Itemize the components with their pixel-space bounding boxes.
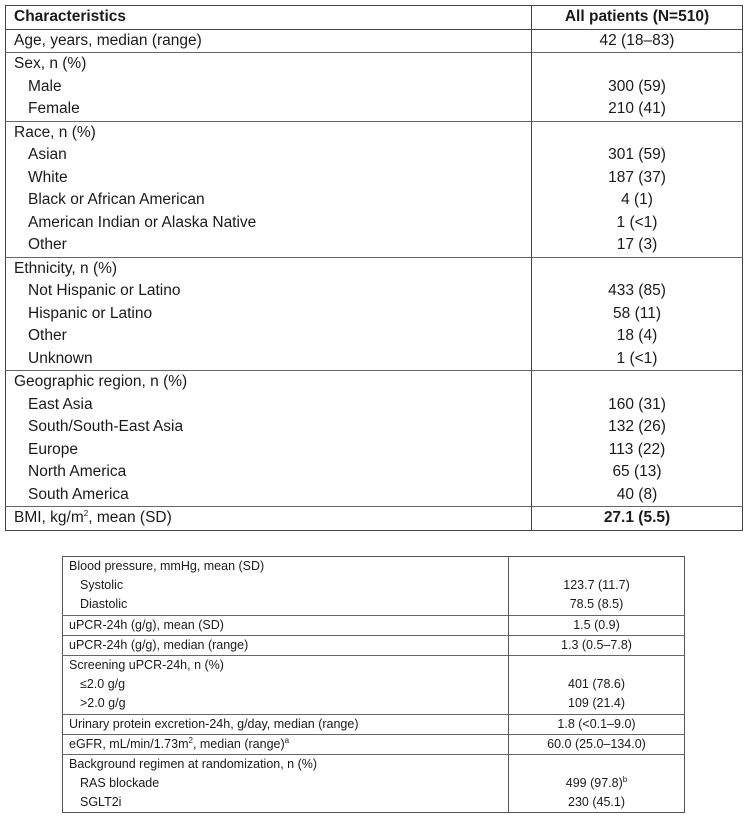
row-label: Other — [6, 234, 532, 257]
row-value — [509, 734, 685, 754]
row-value: 132 (26) — [608, 418, 666, 435]
table-row — [63, 675, 685, 694]
table-row — [63, 714, 685, 734]
row-label: East Asia — [6, 394, 532, 417]
row-label: Systolic — [63, 576, 509, 595]
row-value: 210 (41) — [608, 100, 666, 117]
row-label — [63, 774, 509, 793]
ras-blockade-value: 499 (97.8) — [565, 776, 623, 791]
table-row — [63, 615, 685, 635]
row-label: Diastolic — [63, 595, 509, 615]
table-row — [6, 257, 743, 280]
row-value: 65 (13) — [612, 463, 662, 480]
bmi-label-text: BMI, kg/m — [14, 509, 84, 526]
row-label: Urinary protein excretion-24h, g/day, median (range) — [63, 714, 509, 734]
demographics-table — [5, 5, 743, 531]
bmi-label-suffix: , mean (SD) — [88, 509, 172, 526]
table-row — [6, 439, 743, 462]
row-label — [63, 754, 509, 774]
egfr-label-text: eGFR, mL/min/1.73m — [69, 736, 189, 751]
egfr-footnote-a: a — [284, 735, 290, 745]
row-label: Male — [6, 76, 532, 99]
table-row — [6, 121, 743, 144]
egfr-label-suffix: , median (range) — [192, 736, 285, 751]
row-value: 42 (18–83) — [532, 29, 743, 53]
row-value: 401 (78.6) — [568, 677, 625, 692]
row-value — [532, 371, 743, 394]
row-label: Not Hispanic or Latino — [6, 280, 532, 303]
row-label: Screening uPCR-24h, n (%) — [63, 655, 509, 675]
row-label: Sex, n (%) — [6, 53, 532, 76]
background-regimen-label: Background regimen at randomization, n (%) — [69, 756, 318, 771]
table-row — [63, 694, 685, 714]
row-value — [509, 557, 685, 577]
row-value: 123.7 (11.7) — [563, 578, 630, 593]
sglt2i-value: 230 (45.1) — [568, 795, 625, 810]
table-row — [6, 325, 743, 348]
row-label: Ethnicity, n (%) — [6, 257, 532, 280]
table-row — [63, 754, 685, 774]
row-label — [63, 734, 509, 754]
row-label: American Indian or Alaska Native — [6, 212, 532, 235]
table-row — [6, 416, 743, 439]
table-row — [6, 303, 743, 326]
table-row — [6, 53, 743, 76]
row-label — [6, 507, 532, 531]
row-value: 433 (85) — [608, 282, 666, 299]
sglt2i-label: SGLT2i — [80, 795, 122, 810]
table-row — [63, 655, 685, 675]
row-label: Blood pressure, mmHg, mean (SD) — [63, 557, 509, 577]
table-row — [6, 394, 743, 417]
row-label: ≤2.0 g/g — [63, 675, 509, 694]
row-value — [509, 754, 685, 774]
ras-footnote-b: b — [622, 775, 628, 784]
row-value: 18 (4) — [616, 327, 658, 344]
table-row — [63, 774, 685, 793]
row-value: 300 (59) — [608, 77, 666, 95]
row-label: Other — [6, 325, 532, 348]
table-row — [6, 234, 743, 257]
row-label: South America — [6, 484, 532, 507]
row-value — [509, 655, 685, 675]
row-value: 78.5 (8.5) — [569, 597, 624, 612]
row-value: 160 (31) — [608, 395, 666, 413]
row-value: 58 (11) — [613, 304, 661, 322]
row-label: uPCR-24h (g/g), median (range) — [63, 635, 509, 655]
row-label: South/South-East Asia — [6, 416, 532, 439]
row-label: Asian — [6, 144, 532, 167]
row-label: Black or African American — [6, 189, 532, 212]
row-label: uPCR-24h (g/g), mean (SD) — [63, 615, 509, 635]
header-characteristics: Characteristics — [6, 6, 532, 30]
row-label: White — [6, 167, 532, 190]
table-row — [6, 144, 743, 167]
row-value: 4 (1) — [621, 191, 653, 208]
ras-blockade-label: RAS blockade — [80, 776, 160, 791]
row-value — [509, 774, 685, 793]
table-row — [63, 595, 685, 615]
egfr-value: 60.0 (25.0–134.0) — [547, 736, 646, 751]
row-label: Race, n (%) — [6, 121, 532, 144]
table-row — [63, 557, 685, 577]
table-row — [6, 167, 743, 190]
row-value: 40 (8) — [616, 485, 658, 503]
row-value: 1.8 (<0.1–9.0) — [509, 714, 685, 734]
row-value: 187 (37) — [608, 168, 666, 186]
table-row — [63, 635, 685, 655]
table-row — [6, 29, 743, 53]
header-all-patients: All patients (N=510) — [532, 6, 743, 30]
row-value: 27.1 (5.5) — [532, 507, 743, 531]
row-value: 109 (21.4) — [568, 696, 625, 711]
table-row — [63, 734, 685, 754]
row-value — [509, 793, 685, 813]
row-value — [532, 53, 743, 76]
row-value: 17 (3) — [616, 236, 658, 253]
table-row — [6, 461, 743, 484]
row-value — [532, 121, 743, 144]
table-header-row — [6, 6, 743, 30]
row-value: 1 (<1) — [616, 349, 658, 367]
row-value: 1 (<1) — [616, 213, 658, 231]
table-row — [6, 98, 743, 121]
row-label: Europe — [6, 439, 532, 462]
row-label: Geographic region, n (%) — [6, 371, 532, 394]
table-row — [6, 189, 743, 212]
row-label: Female — [6, 98, 532, 121]
row-value: 113 (22) — [608, 440, 666, 458]
table-row — [6, 212, 743, 235]
table-row — [63, 793, 685, 813]
row-label — [63, 793, 509, 813]
row-value — [532, 257, 743, 280]
egfr-label-superscript: 2 — [188, 735, 193, 745]
clinical-characteristics-table — [62, 556, 685, 813]
table-row — [6, 348, 743, 371]
table-row — [6, 76, 743, 99]
table-row — [6, 280, 743, 303]
row-label: Hispanic or Latino — [6, 303, 532, 326]
row-label: >2.0 g/g — [63, 694, 509, 714]
row-value: 1.5 (0.9) — [509, 615, 685, 635]
row-label: North America — [6, 461, 532, 484]
row-value: 1.3 (0.5–7.8) — [509, 635, 685, 655]
table-row — [6, 484, 743, 507]
table-row — [6, 371, 743, 394]
table-row — [6, 507, 743, 531]
row-label: Age, years, median (range) — [6, 29, 532, 53]
row-label: Unknown — [6, 348, 532, 371]
table-row — [63, 576, 685, 595]
row-value: 301 (59) — [608, 146, 666, 163]
bmi-label-superscript: 2 — [83, 508, 89, 518]
